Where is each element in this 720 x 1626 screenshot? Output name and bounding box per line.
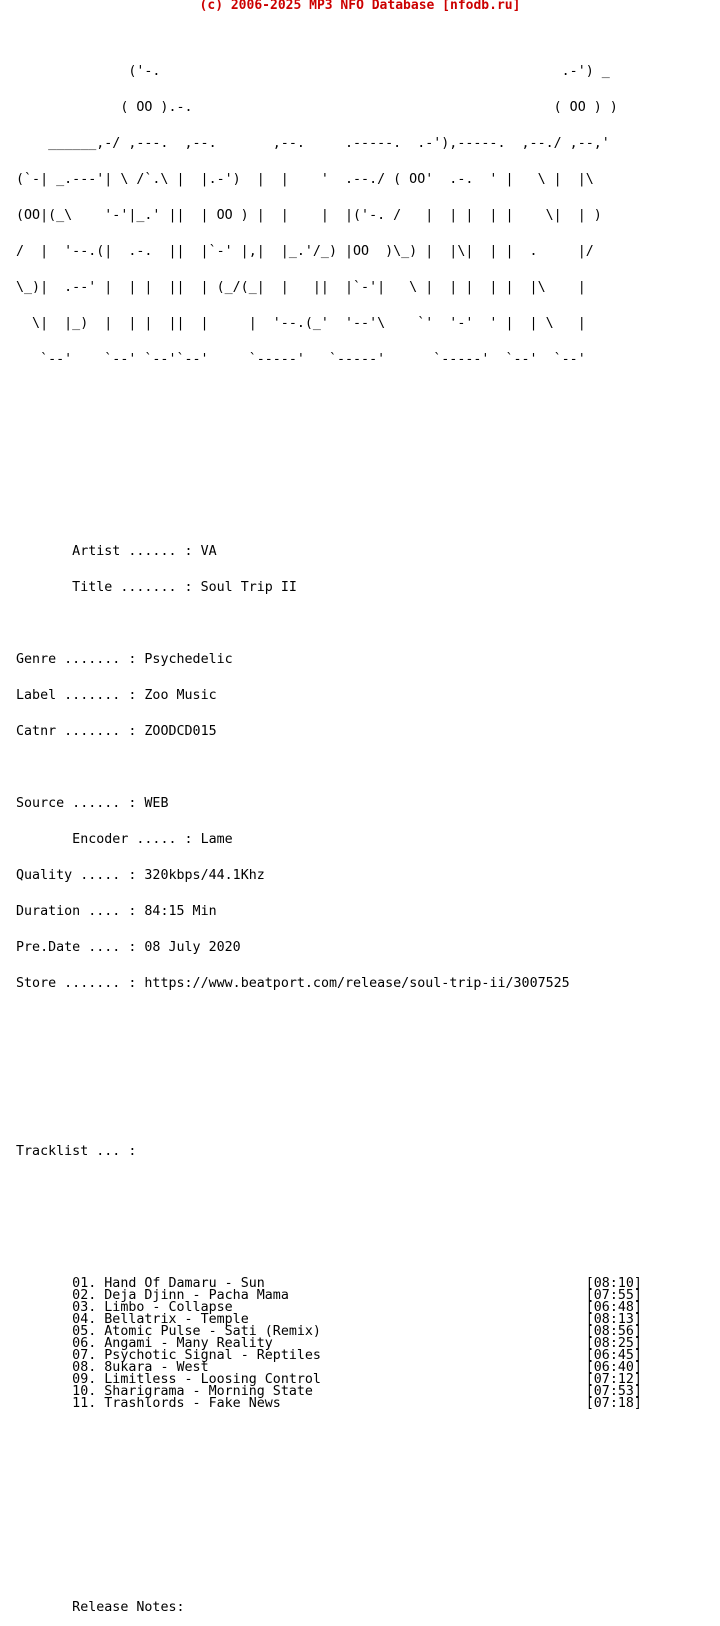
- track-title: Sharigrama - Morning State: [104, 1384, 313, 1399]
- store-link[interactable]: https://www.beatport.com/release/soul-trip-ii/3007525: [144, 976, 570, 991]
- track-title: Limitless - Loosing Control: [104, 1372, 321, 1387]
- ascii-art-line: ______,-/ ,---. ,--. ,--. .-----. .-'),-----. ,--./ ,--,': [16, 136, 610, 151]
- track-title: Bellatrix - Temple: [104, 1312, 249, 1327]
- label-label: Label ....... :: [16, 688, 137, 703]
- track-duration: [07:55]: [585, 1288, 642, 1303]
- track-number: 11.: [72, 1396, 97, 1411]
- track-number: 04.: [72, 1312, 97, 1327]
- track-number: 08.: [72, 1360, 97, 1375]
- ascii-art-line: ( OO ).-. ( OO ) ): [16, 100, 618, 115]
- nfo-body: [16, 18, 642, 1626]
- ascii-art-line: / | '--.(| .-. || |`-' |,| |_.'/_) |OO )\_) | |\| | | . |/: [16, 244, 594, 259]
- quality-row: [16, 870, 642, 882]
- title-label: Title ....... :: [72, 580, 193, 595]
- track-title: Angami - Many Reality: [104, 1336, 273, 1351]
- label-value: Zoo Music: [144, 688, 217, 703]
- source-value: WEB: [144, 796, 169, 811]
- encoder-row: [16, 834, 642, 846]
- track-duration: [07:53]: [585, 1384, 642, 1399]
- ascii-art-line: \_)| .--' | | | || | (_/(_| | || |`-'| \ | | | | | |\ |: [16, 280, 586, 295]
- title-value: Soul Trip II: [200, 580, 297, 595]
- site-header: (c) 2006-2025 MP3 NFO Database [nfodb.ru]: [199, 0, 521, 13]
- track-duration: [06:40]: [585, 1360, 642, 1375]
- track-duration: [07:12]: [585, 1372, 642, 1387]
- track-number: 01.: [72, 1276, 97, 1291]
- genre-label: Genre ....... :: [16, 652, 137, 667]
- track-title: Limbo - Collapse: [104, 1300, 233, 1315]
- release-notes-label: Release Notes:: [72, 1600, 185, 1615]
- track-number: 06.: [72, 1336, 97, 1351]
- track-number: 02.: [72, 1288, 97, 1303]
- encoder-value: Lame: [200, 832, 233, 847]
- track-duration: [08:25]: [585, 1336, 642, 1351]
- artist-row: [16, 546, 642, 558]
- duration-row: [16, 906, 642, 918]
- title-row: [16, 582, 642, 594]
- track-number: 10.: [72, 1384, 97, 1399]
- source-row: [16, 798, 642, 810]
- encoder-label: Encoder ..... :: [72, 832, 193, 847]
- predate-value: 08 July 2020: [144, 940, 241, 955]
- ascii-art-line: (`-| _.---'| \ /`.\ | |.-') | | ' .--./ ( OO' .-. ' | \ | |\: [16, 172, 594, 187]
- tracklist-heading: Tracklist ... :: [16, 1144, 137, 1159]
- track-number: 09.: [72, 1372, 97, 1387]
- track-title: Trashlords - Fake News: [104, 1396, 281, 1411]
- track-number: 05.: [72, 1324, 97, 1339]
- quality-value: 320kbps/44.1Khz: [144, 868, 265, 883]
- track-title: 8ukara - West: [104, 1360, 209, 1375]
- genre-row: [16, 654, 642, 666]
- catnr-label: Catnr ....... :: [16, 724, 137, 739]
- ascii-art-line: \| |_) | | | || | | '--.(_' '--'\ `' '-' ' | | \ |: [16, 316, 586, 331]
- ascii-art-line: (OO|(_\ '-'|_.' || | OO ) | | | |('-. / | | | | | \| | ): [16, 208, 602, 223]
- ascii-logo: [16, 42, 642, 390]
- predate-row: [16, 942, 642, 954]
- ascii-art-line: `--' `--' `--'`--' `-----' `-----' `-----' `--' `--': [16, 352, 586, 367]
- source-label: Source ...... :: [16, 796, 137, 811]
- artist-value: VA: [200, 544, 217, 559]
- duration-label: Duration .... :: [16, 904, 137, 919]
- track-duration: [06:48]: [585, 1300, 642, 1315]
- track-number: 07.: [72, 1348, 97, 1363]
- store-label: Store ....... :: [16, 976, 137, 991]
- ascii-art-line: ('-. .-') _: [16, 64, 610, 79]
- track-row: [16, 1398, 642, 1410]
- track-title: Atomic Pulse - Sati (Remix): [104, 1324, 321, 1339]
- track-title: Psychotic Signal - Reptiles: [104, 1348, 321, 1363]
- track-duration: [08:13]: [585, 1312, 642, 1327]
- track-duration: [08:10]: [585, 1276, 642, 1291]
- label-row: [16, 690, 642, 702]
- store-row: [16, 978, 642, 990]
- genre-value: Psychedelic: [144, 652, 233, 667]
- track-title: Hand Of Damaru - Sun: [104, 1276, 265, 1291]
- quality-label: Quality ..... :: [16, 868, 137, 883]
- track-number: 03.: [72, 1300, 97, 1315]
- artist-label: Artist ...... :: [72, 544, 193, 559]
- release-notes-row: [16, 1602, 642, 1614]
- catnr-row: [16, 726, 642, 738]
- catnr-value: ZOODCD015: [144, 724, 217, 739]
- track-duration: [08:56]: [585, 1324, 642, 1339]
- predate-label: Pre.Date .... :: [16, 940, 137, 955]
- track-duration: [07:18]: [585, 1396, 642, 1411]
- track-duration: [06:45]: [585, 1348, 642, 1363]
- track-title: Deja Djinn - Pacha Mama: [104, 1288, 289, 1303]
- duration-value: 84:15 Min: [144, 904, 217, 919]
- tracklist: [16, 1278, 642, 1410]
